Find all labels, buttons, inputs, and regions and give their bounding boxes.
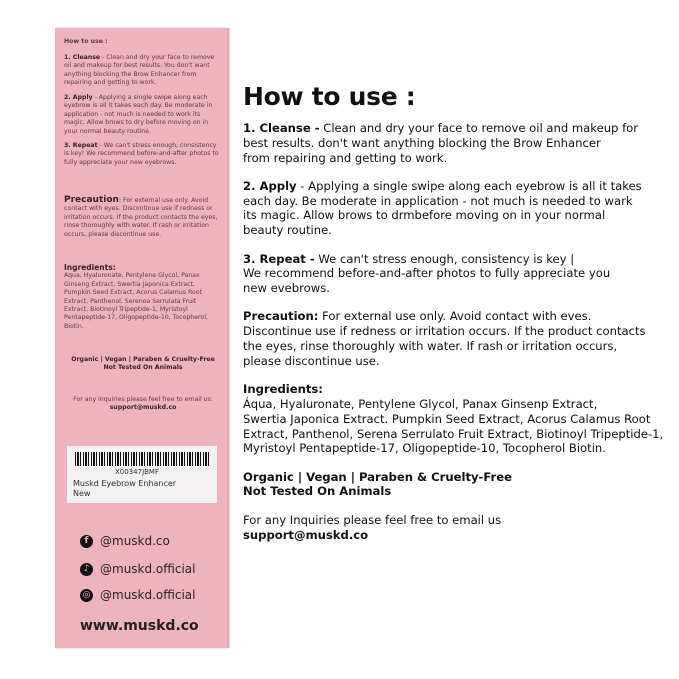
barcode-code: X00347JBMF xyxy=(115,468,159,476)
precaution: Precaution: For external use only. Avoid contact with eves. Discontinue use if redness or irritation occurs. If the product contacts the eyes, rinse thoroughly with water. If rash or irritation occurs, please discontinue use. xyxy=(243,309,646,368)
step-apply: 2. Apply - Applying a single swipe along each eyebrow is all it takes each day. Be moderate in application - not much is needed to wark its magic. Allow brows to drmbefore moving on in your normal beauty routine. xyxy=(243,178,642,238)
ingredients: Ingredients: Áqua, Hyaluronate, Pentylene Glycol, Panax Ginsenp Extract, Swertia Japonica Extract. Pumpkin Seed Extract, Acorus Calamus Root Extract, Panthenol, Serena Serrulato Fruit Extract, Biotinoyl Tripeptide-1, Myristoyl Pentapeptide-17, Oligopeptide-10, Tocopherol Biotin. xyxy=(243,382,664,456)
box-apply: 2. Apply - Applying a single swipe along each eyebrow is all it takes each day. Be moderate in application - not much is needed to work its magic. Allow brows to dry before moving on in your normal beauty routine. xyxy=(64,94,213,135)
instructions-panel xyxy=(243,82,673,556)
box-claims: Organic | Vegan | Paraben & Cruelty-Free Not Tested On Animals xyxy=(71,356,215,372)
box-precaution: Precaution: For external use only. Avoid contact with eyes. Discontinue use if redness or irritation occurs. If the product contacts the eyes, rinse thoroughly with water. If rash or irritation occurs, please discontinue use. xyxy=(64,195,218,238)
barcode-bars xyxy=(75,452,209,466)
box-title: How to use : xyxy=(64,38,108,45)
box-ingredients: Ingredients: Aqua, Hyaluronate, Pentylene Glycol, Panax Ginseng Extract, Swertia Japonica Extract, Pumpkin Seed Extract, Acorus Calamus Root Extract, Panthenol, Serenoa Serrulata Fruit Extract, Biotinoyl Tripeptide-1, Myristoyl Pentapeptide-17, Oligopeptide-10, Tocopherol, Biotin. xyxy=(64,263,208,330)
barcode-condition: New xyxy=(73,489,91,498)
facebook-icon: f xyxy=(80,535,93,548)
box-cleanse: 1. Cleanse - Clean and dry your face to remove oil and makeup for best results. You don't want anything blocking the Brow Enhancer from repairing and getting to work. xyxy=(64,54,215,87)
step-cleanse: 1. Cleanse - Clean and dry your face to remove oil and makeup for best results. don't want anything blocking the Brow Enhancer from repairing and getting to work. xyxy=(243,121,639,165)
instagram-handle: ◎ @muskd.official xyxy=(80,588,196,602)
product-box-photo xyxy=(55,28,229,648)
page-title: How to use : xyxy=(243,82,416,111)
tiktok-icon: ♪ xyxy=(80,563,93,576)
instagram-icon: ◎ xyxy=(80,589,93,602)
facebook-handle: f @muskd.co xyxy=(80,534,170,548)
claims: Organic | Vegan | Paraben & Cruelty-Free Not Tested On Animals xyxy=(243,469,512,499)
step-repeat: 3. Repeat - We can't stress enough, consistency is key | We recommend before-and-after photos to fully appreciate you new evebrows. xyxy=(243,251,611,296)
support-email: support@muskd.co xyxy=(243,527,369,542)
barcode-product: Muskd Eyebrow Enhancer xyxy=(73,479,177,488)
box-repeat: 3. Repeat - We can't stress enough, consistency is key! We recommend before-and-after photos to fully appreciate your new eyebrows. xyxy=(64,142,219,166)
tiktok-handle: ♪ @muskd.official xyxy=(80,562,196,576)
contact: For any Inquiries please feel free to email us support@muskd.co xyxy=(243,512,502,542)
box-contact: For any inquiries please feel free to email us: support@muskd.co xyxy=(73,396,213,412)
barcode-label xyxy=(67,446,217,503)
website: www.muskd.co xyxy=(80,618,199,634)
